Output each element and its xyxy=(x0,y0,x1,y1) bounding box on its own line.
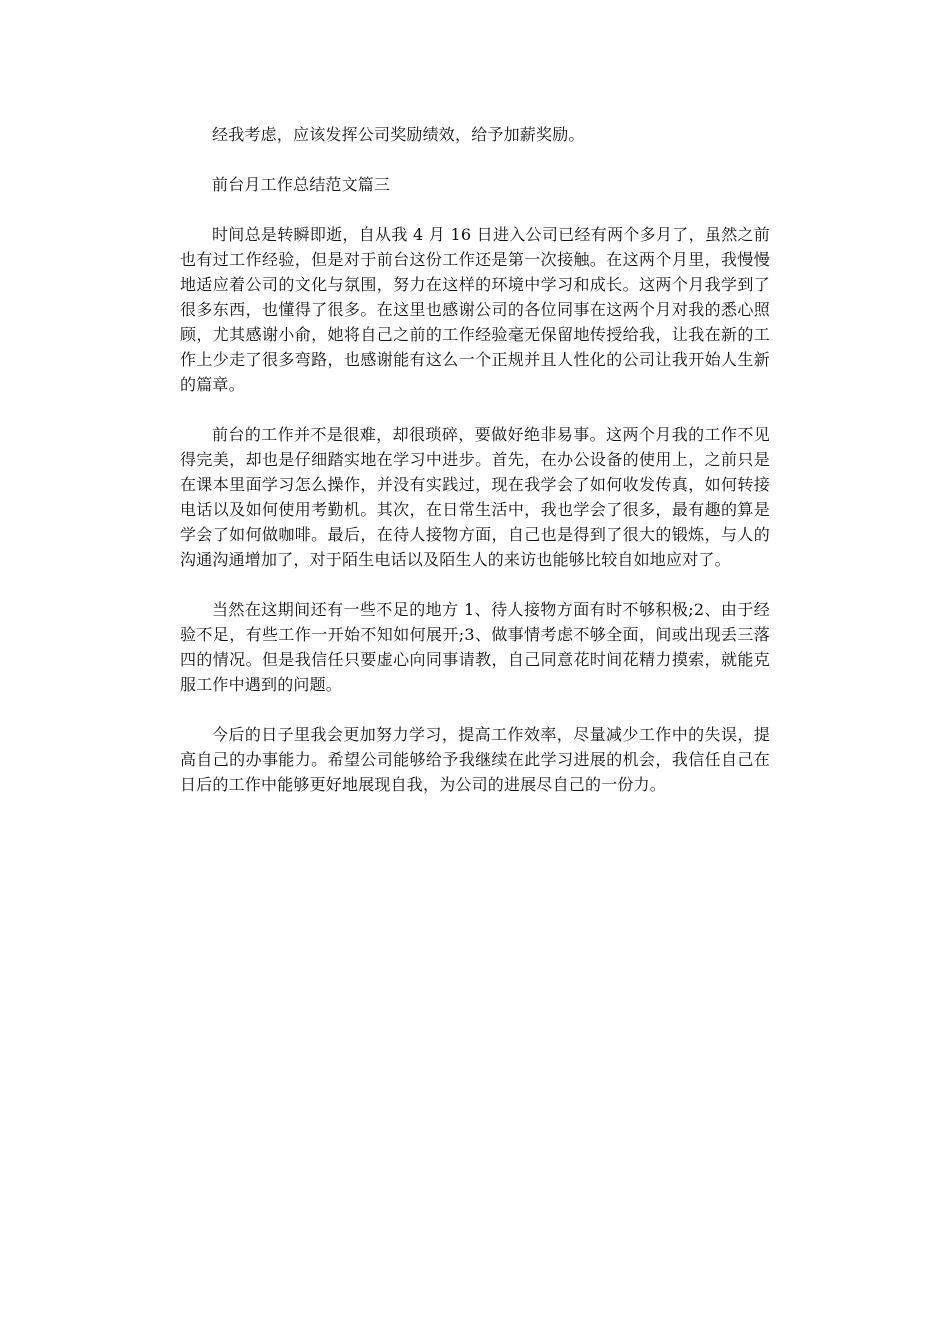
paragraph-future-plans: 今后的日子里我会更加努力学习，提高工作效率，尽量减少工作中的失误，提高自己的办事能力。希望公司能够给予我继续在此学习进展的机会，我信任自己在日后的工作中能够更好地展现自我，为公司的进展尽自己的一份力。 xyxy=(180,725,770,794)
document-body xyxy=(180,122,770,797)
paragraph-spacer xyxy=(180,197,770,222)
paragraph-intro: 时间总是转瞬即逝，自从我 4 月 16 日进入公司已经有两个多月了，虽然之前也有过工作经验，但是对于前台这份工作还是第一次接触。在这两个月里，我慢慢地适应着公司的文化与氛围，努力在这样的环境中学习和成长。这两个月我学到了很多东西，也懂得了很多。在这里也感谢公司的各位同事在这两个月对我的悉心照顾，尤其感谢小俞，她将自己之前的工作经验毫无保留地传授给我，让我在新的工作上少走了很多弯路，也感谢能有这么一个正规并且人性化的公司让我开始人生新的篇章。 xyxy=(180,225,770,394)
paragraph-work-details: 前台的工作并不是很难，却很琐碎，要做好绝非易事。这两个月我的工作不见得完美，却也是仔细踏实地在学习中进步。首先，在办公设备的使用上，之前只是在课本里面学习怎么操作，并没有实践过，现在我学会了如何收发传真，如何转接电话以及如何使用考勤机。其次，在日常生活中，我也学会了很多，最有趣的算是学会了如何做咖啡。最后，在待人接物方面，自己也是得到了很大的锻炼，与人的沟通沟通增加了，对于陌生电话以及陌生人的来访也能够比较自如地应对了。 xyxy=(180,425,770,569)
paragraph-closing-statement: 经我考虑，应该发挥公司奖励绩效，给予加薪奖励。 xyxy=(212,125,585,144)
paragraph-shortcomings: 当然在这期间还有一些不足的地方 1、待人接物方面有时不够积极;2、由于经验不足，有些工作一开始不知如何展开;3、做事情考虑不够全面，间或出现丢三落四的情况。但是我信任只要虚心向同事请教，自己同意花时间花精力摸索，就能克服工作中遇到的问题。 xyxy=(180,600,770,694)
paragraph-spacer xyxy=(180,147,770,172)
paragraph-spacer xyxy=(180,397,770,422)
paragraph-spacer xyxy=(180,572,770,597)
paragraph-spacer xyxy=(180,697,770,722)
section-heading: 前台月工作总结范文篇三 xyxy=(212,175,391,194)
